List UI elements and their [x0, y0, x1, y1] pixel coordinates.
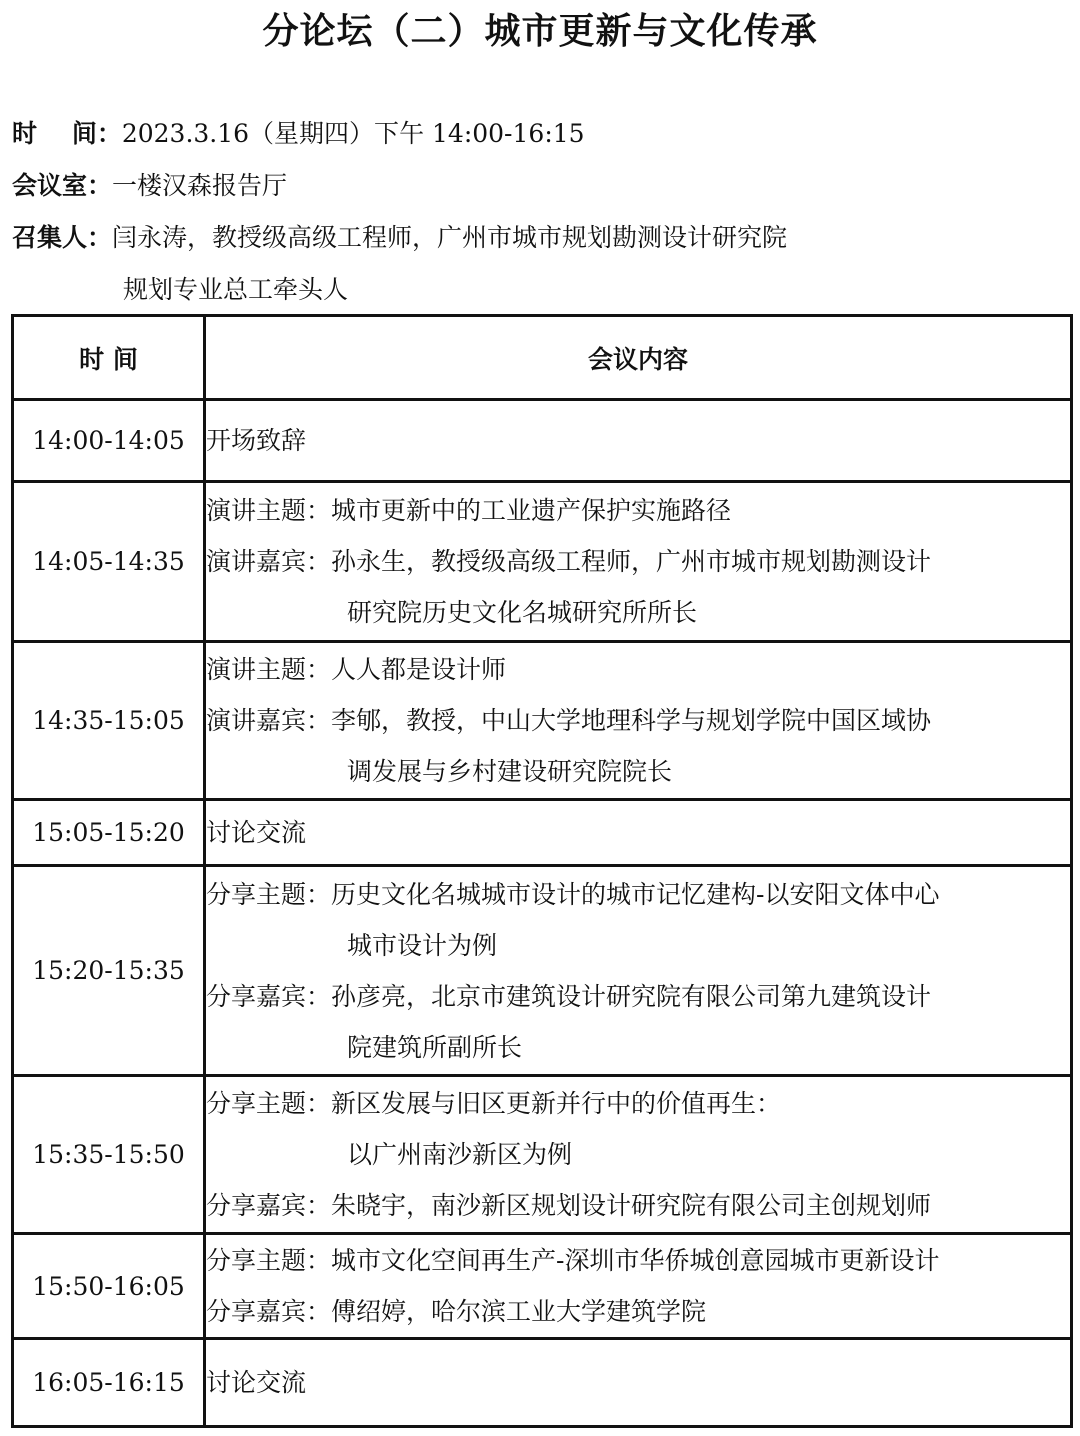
- content-line: 演讲主题：城市更新中的工业遗产保护实施路径: [206, 496, 732, 525]
- content-cell: [205, 400, 1072, 482]
- time-label: 时 间：: [12, 119, 122, 148]
- time-cell: 14:05-14:35: [13, 482, 205, 642]
- schedule-table: [11, 314, 1073, 1428]
- table-row: [13, 1076, 1072, 1234]
- table-row: [13, 800, 1072, 866]
- content-cell: [205, 800, 1072, 866]
- info-time: [12, 108, 585, 160]
- table-row: [13, 482, 1072, 642]
- content-line: 开场致辞: [206, 426, 307, 455]
- table-header-row: [13, 316, 1072, 400]
- content-line: 分享嘉宾：傅绍婷，哈尔滨工业大学建筑学院: [206, 1297, 707, 1326]
- table-row: [13, 1339, 1072, 1427]
- time-cell: 16:05-16:15: [13, 1339, 205, 1427]
- convener-value-cont: 规划专业总工牵头人: [123, 275, 349, 304]
- content-cell: [205, 1076, 1072, 1234]
- table-row: [13, 642, 1072, 800]
- table-row: [13, 866, 1072, 1076]
- content-line: 分享主题：新区发展与旧区更新并行中的价值再生：: [206, 1089, 782, 1118]
- info-convener-cont: [123, 264, 348, 316]
- time-cell: 15:20-15:35: [13, 866, 205, 1076]
- room-value: 一楼汉森报告厅: [112, 171, 288, 200]
- content-line: 分享主题：城市文化空间再生产-深圳市华侨城创意园城市更新设计: [206, 1246, 940, 1275]
- header-content: 会议内容: [205, 316, 1072, 400]
- content-line: 分享嘉宾：孙彦亮，北京市建筑设计研究院有限公司第九建筑设计: [206, 981, 932, 1011]
- content-cell: [205, 1234, 1072, 1339]
- content-line: 以广州南沙新区为例: [347, 1140, 573, 1169]
- info-room: [12, 160, 287, 212]
- content-line: 演讲嘉宾：孙永生，教授级高级工程师，广州市城市规划勘测设计: [206, 547, 932, 576]
- time-cell: 14:35-15:05: [13, 642, 205, 800]
- content-line: 分享嘉宾：朱晓宇，南沙新区规划设计研究院有限公司主创规划师: [206, 1191, 932, 1220]
- content-line: 讨论交流: [206, 818, 307, 847]
- time-cell: 15:50-16:05: [13, 1234, 205, 1339]
- time-value: 2023.3.16（星期四）下午 14:00-16:15: [121, 119, 585, 148]
- convener-value: 闫永涛，教授级高级工程师，广州市城市规划勘测设计研究院: [112, 223, 788, 252]
- page-title: 分论坛（二）城市更新与文化传承: [262, 11, 818, 52]
- content-line: 分享主题：历史文化名城城市设计的城市记忆建构-以安阳文体中心: [206, 879, 940, 909]
- room-label: 会议室：: [12, 171, 113, 200]
- content-line: 城市设计为例: [347, 930, 498, 960]
- time-cell: 15:35-15:50: [13, 1076, 205, 1234]
- content-line: 讨论交流: [206, 1368, 307, 1397]
- content-line: 演讲嘉宾：李郇，教授，中山大学地理科学与规划学院中国区域协: [206, 706, 932, 735]
- content-cell: [205, 866, 1072, 1076]
- content-cell: [205, 482, 1072, 642]
- content-line: 演讲主题：人人都是设计师: [206, 655, 507, 684]
- info-convener: [12, 212, 787, 264]
- content-cell: [205, 642, 1072, 800]
- content-line: 研究院历史文化名城研究所所长: [347, 598, 698, 627]
- content-cell: [205, 1339, 1072, 1427]
- header-time: 时 间: [13, 316, 205, 400]
- table-row: [13, 1234, 1072, 1339]
- time-cell: 14:00-14:05: [13, 400, 205, 482]
- table-row: [13, 400, 1072, 482]
- content-line: 调发展与乡村建设研究院院长: [347, 757, 673, 786]
- convener-label: 召集人：: [12, 223, 113, 252]
- content-line: 院建筑所副所长: [347, 1032, 523, 1062]
- time-cell: 15:05-15:20: [13, 800, 205, 866]
